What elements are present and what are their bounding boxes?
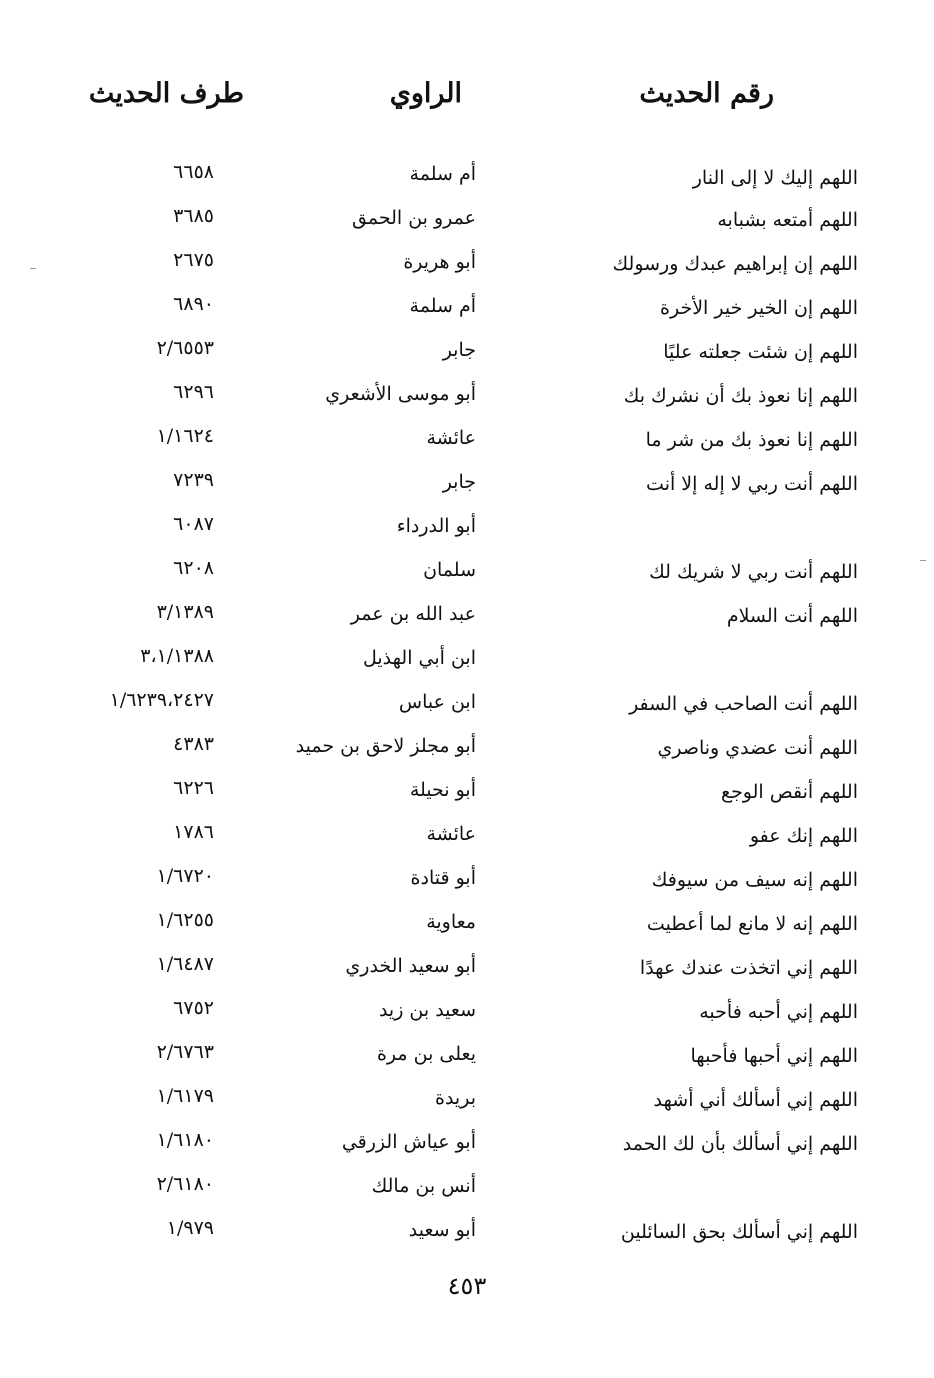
- hadith-number: ٢/٦١٨٠: [156, 1173, 214, 1195]
- hadith-number: ٢/٦٧٦٣: [156, 1041, 214, 1063]
- narrator: أم سلمة: [409, 163, 476, 185]
- hadith-number: ١/٩٧٩: [166, 1217, 214, 1239]
- hadith-number: ٧٢٣٩: [173, 469, 214, 491]
- narrator: أم سلمة: [409, 295, 476, 317]
- hadith-phrase: اللهم إني أسألك أني أشهد: [653, 1089, 858, 1111]
- header-number: رقم الحديث: [639, 78, 774, 109]
- narrator: سعيد بن زيد: [378, 999, 476, 1021]
- hadith-phrase: اللهم أنت ربي لا شريك لك: [649, 561, 858, 583]
- hadith-phrase: اللهم أنت السلام: [726, 605, 858, 627]
- header-narrator: الراوي: [389, 78, 462, 109]
- narrator: معاوية: [426, 911, 476, 933]
- hadith-phrase: اللهم إنا نعوذ بك من شر ما: [645, 429, 858, 451]
- header-phrase: طرف الحديث: [88, 78, 244, 109]
- narrator: أبو سعيد الخدري: [345, 955, 476, 977]
- hadith-number: ١/٦١٨٠: [156, 1129, 214, 1151]
- hadith-number: ٤٣٨٣: [173, 733, 214, 755]
- narrator: ابن أبي الهذيل: [363, 647, 476, 669]
- narrator: أبو مجلز لاحق بن حميد: [295, 735, 476, 757]
- hadith-phrase: اللهم إني أسألك بحق السائلين: [620, 1221, 858, 1243]
- narrator: بريدة: [435, 1087, 476, 1109]
- hadith-phrase: اللهم إني أحبها فأحبها: [690, 1045, 858, 1067]
- hadith-phrase: اللهم إنه لا مانع لما أعطيت: [646, 913, 858, 935]
- hadith-phrase: اللهم إن شئت جعلته عليًا: [663, 341, 858, 363]
- hadith-number: ١٧٨٦: [173, 821, 214, 843]
- narrator: أبو نحيلة: [409, 779, 476, 801]
- hadith-phrase: اللهم إنه سيف من سيوفك: [651, 869, 858, 891]
- narrator: أبو قتادة: [410, 867, 476, 889]
- hadith-number: ٣،١/١٣٨٨: [140, 645, 214, 667]
- narrator: ابن عباس: [398, 691, 476, 713]
- narrator: جابر: [442, 339, 476, 361]
- hadith-phrase: اللهم أنقص الوجع: [720, 781, 858, 803]
- narrator: أبو موسى الأشعري: [325, 383, 476, 405]
- hadith-number: ٦٢٩٦: [173, 381, 214, 403]
- hadith-phrase: اللهم إنا نعوذ بك أن نشرك بك: [623, 385, 858, 407]
- page-number: ٤٥٣: [447, 1272, 487, 1300]
- hadith-number: ٦٧٥٢: [173, 997, 214, 1019]
- narrator: أبو عياش الزرقي: [341, 1131, 476, 1153]
- hadith-number: ١/٦٧٢٠: [156, 865, 214, 887]
- hadith-number: ١/٦٢٣٩،٢٤٢٧: [109, 689, 214, 711]
- hadith-number: ٦٢٢٦: [173, 777, 214, 799]
- hadith-number: ٦٢٠٨: [173, 557, 214, 579]
- hadith-number: ٦٨٩٠: [173, 293, 214, 315]
- narrator: عبد الله بن عمر: [350, 603, 476, 625]
- hadith-phrase: اللهم إني اتخذت عندك عهدًا: [639, 957, 858, 979]
- narrator: سلمان: [423, 559, 476, 581]
- margin-mark: [30, 268, 36, 269]
- hadith-phrase: اللهم إنك عفو: [749, 825, 858, 847]
- hadith-phrase: اللهم إني أحبه فأحبه: [699, 1001, 858, 1023]
- narrator: أنس بن مالك: [371, 1175, 476, 1197]
- hadith-phrase: اللهم إن الخير خير الأخرة: [660, 297, 858, 319]
- narrator: عائشة: [426, 823, 476, 845]
- hadith-number: ١/١٦٢٤: [156, 425, 214, 447]
- hadith-number: ٣/١٣٨٩: [156, 601, 214, 623]
- narrator: يعلى بن مرة: [376, 1043, 476, 1065]
- narrator: أبو هريرة: [403, 251, 476, 273]
- narrator: جابر: [442, 471, 476, 493]
- narrator: أبو الدرداء: [396, 515, 476, 537]
- hadith-phrase: اللهم أنت عضدي وناصري: [657, 737, 858, 759]
- hadith-number: ٦٦٥٨: [173, 161, 214, 183]
- hadith-phrase: اللهم أنت ربي لا إله إلا أنت: [646, 473, 858, 495]
- hadith-number: ٣٦٨٥: [173, 205, 214, 227]
- margin-mark: [920, 560, 926, 561]
- hadith-number: ٢٦٧٥: [173, 249, 214, 271]
- narrator: أبو سعيد: [408, 1219, 476, 1241]
- hadith-number: ١/٦٢٥٥: [156, 909, 214, 931]
- hadith-phrase: اللهم أمتعه بشبابه: [717, 209, 858, 231]
- narrator: عمرو بن الحمق: [352, 207, 476, 229]
- hadith-phrase: اللهم إليك لا إلى النار: [692, 167, 858, 189]
- hadith-phrase: اللهم إني أسألك بأن لك الحمد: [622, 1133, 858, 1155]
- hadith-phrase: اللهم إن إبراهيم عبدك ورسولك: [612, 253, 858, 275]
- hadith-number: ٢/٦٥٥٣: [156, 337, 214, 359]
- hadith-number: ٦٠٨٧: [173, 513, 214, 535]
- hadith-number: ١/٦٤٨٧: [156, 953, 214, 975]
- hadith-phrase: اللهم أنت الصاحب في السفر: [629, 693, 858, 715]
- narrator: عائشة: [426, 427, 476, 449]
- hadith-number: ١/٦١٧٩: [156, 1085, 214, 1107]
